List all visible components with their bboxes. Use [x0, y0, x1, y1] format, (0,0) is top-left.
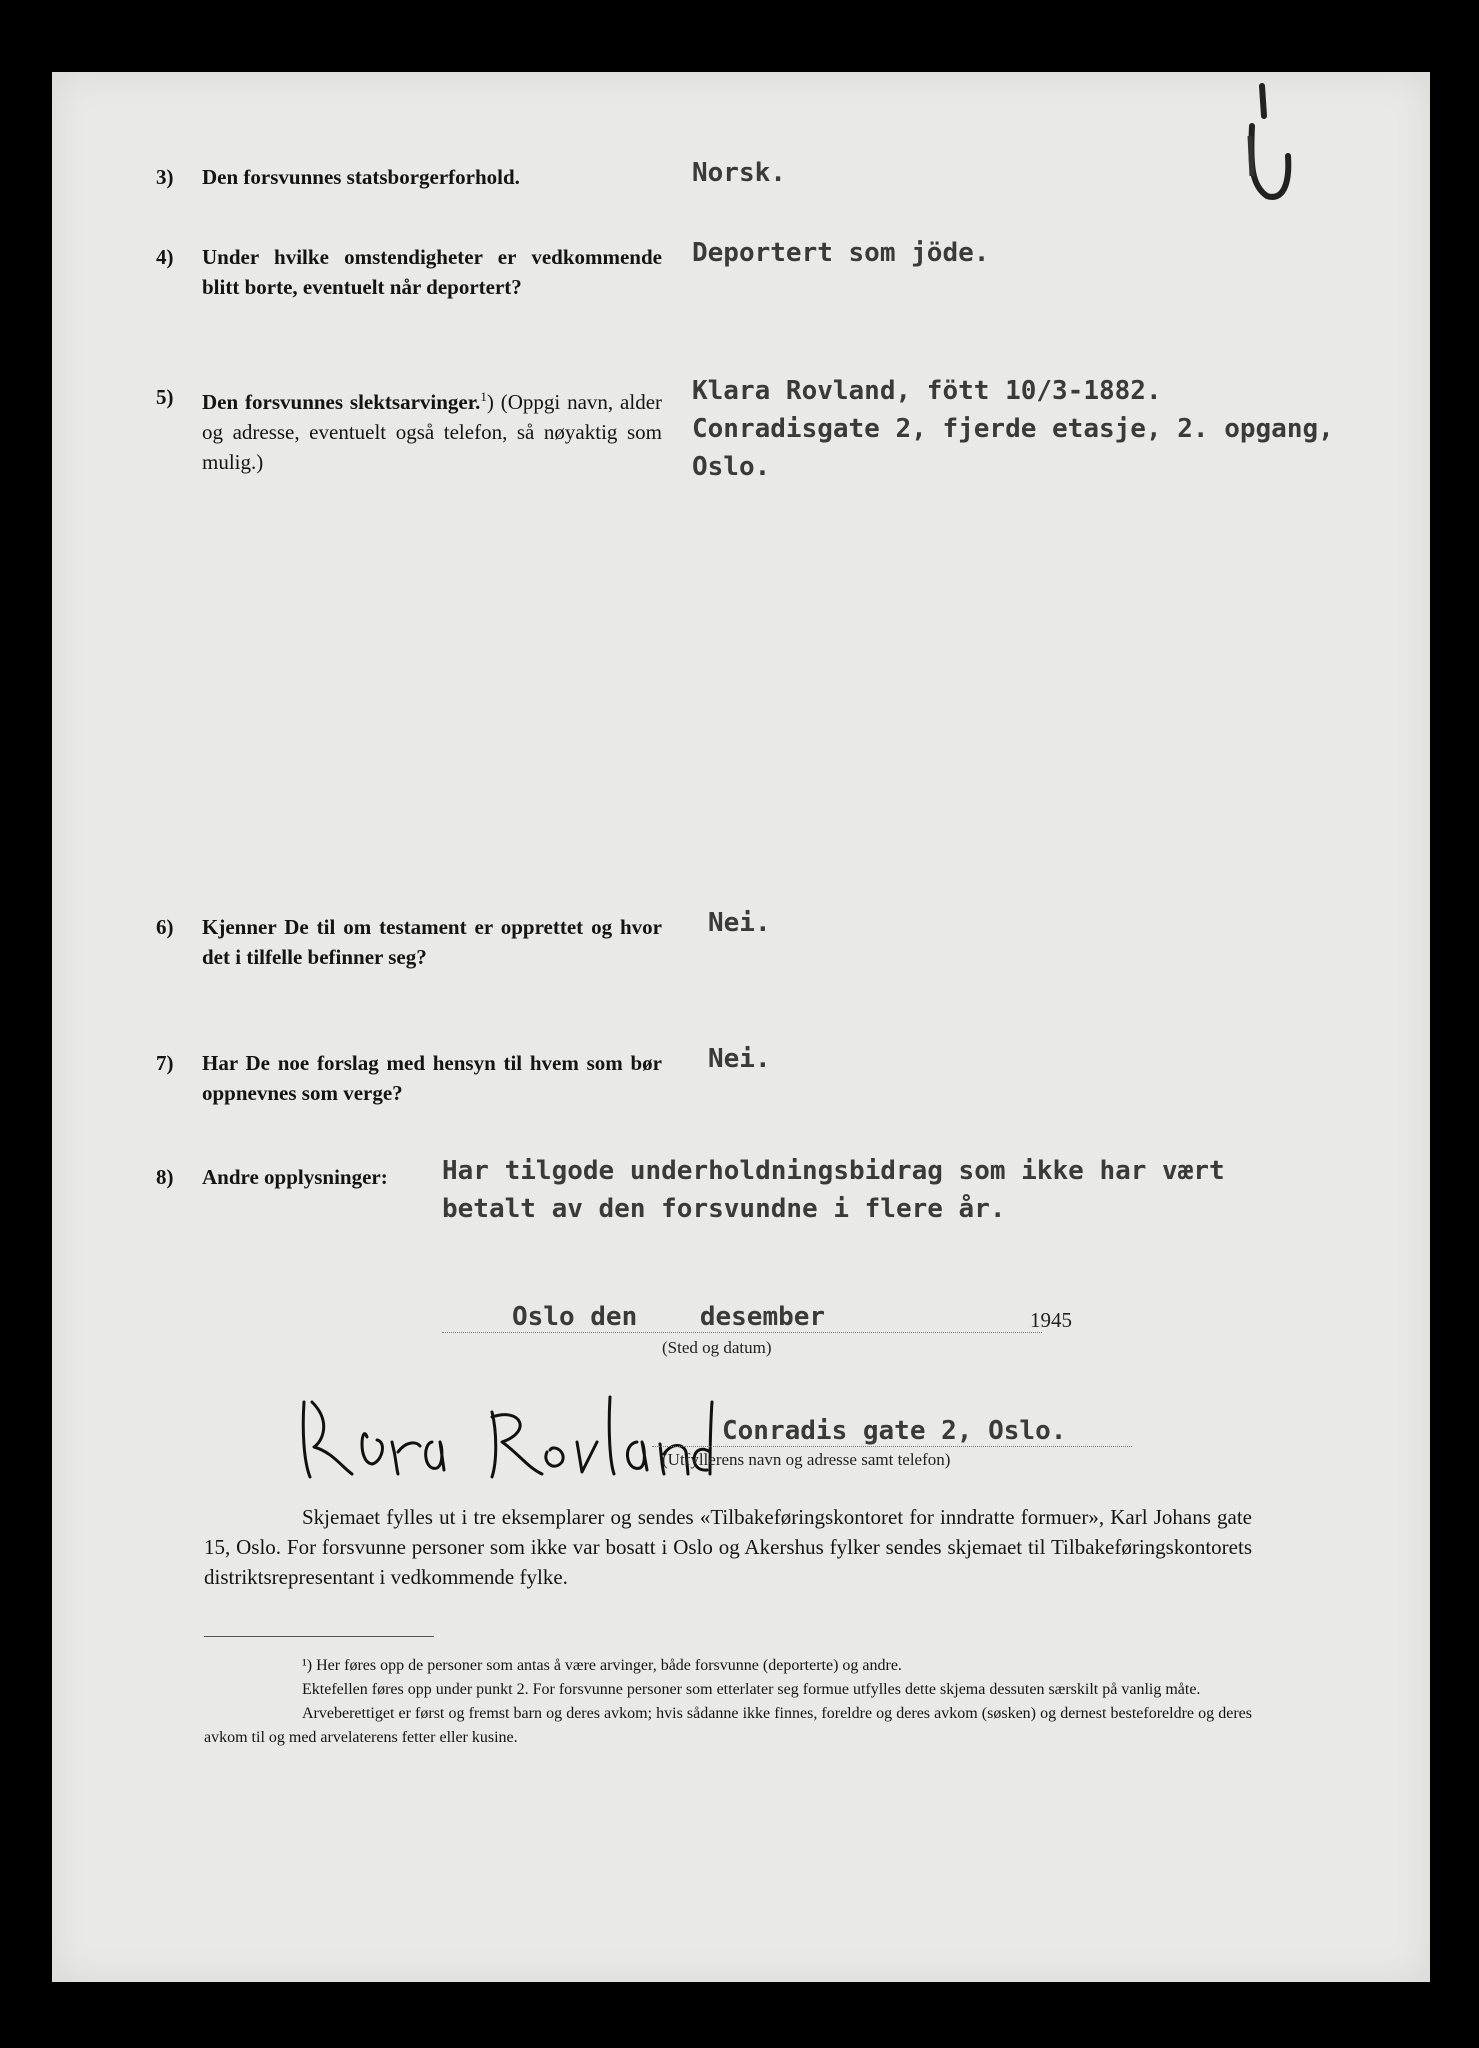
form-page [52, 72, 1430, 1982]
signature-line [652, 1446, 1132, 1447]
question-number: 6) [156, 915, 174, 939]
question-7 [156, 1048, 662, 1108]
question-5 [156, 382, 663, 477]
footnote-divider [204, 1636, 434, 1637]
question-number: 3) [156, 165, 174, 189]
handwritten-signature [292, 1382, 722, 1492]
answer-7: Nei. [708, 1044, 771, 1074]
signature-typed-address: Conradis gate 2, Oslo. [722, 1416, 1067, 1446]
instructions-text: Skjemaet fylles ut i tre eksemplarer og sendes «Tilbakeføringskontoret for inndratte formuer», Karl Johans gate 15, Oslo. For forsvunne personer som ikke var bosatt i Oslo og Akershus fylker sendes skjemaet til Tilbakeføringskontorets distriktsrepresentant i vedkommende fylke. [204, 1505, 1252, 1589]
question-text: Kjenner De til om testament er opprettet og hvor det i tilfelle befinner seg? [202, 915, 662, 969]
place-date-typed: Oslo den desember [512, 1302, 826, 1332]
question-text: Den forsvunnes statsborgerforhold. [202, 165, 520, 189]
question-text: Andre opplysninger: [202, 1165, 388, 1189]
question-number: 8) [156, 1165, 174, 1189]
footnote-3: Arveberettiget er først og fremst barn og deres avkom; hvis sådanne ikke finnes, foreldre og deres avkom (søsken) og dernest besteforeldre og deres avkom til og med arvelaterens fetter eller kusine. [204, 1705, 1252, 1746]
answer-4: Deportert som jöde. [692, 238, 990, 268]
place-date-year: 1945 [1030, 1308, 1072, 1332]
footnote-2: Ektefellen føres opp under punkt 2. For forsvunne personer som etterlater seg formue utfylles dette skjema dessuten særskilt på vanlig måte. [302, 1681, 1201, 1698]
question-text: Den forsvunnes slektsarvinger. [202, 390, 481, 414]
question-text: Har De noe forslag med hensyn til hvem som bør oppnevnes som verge? [202, 1051, 662, 1105]
footnotes [204, 1654, 1252, 1750]
question-text: Under hvilke omstendigheter er vedkommende blitt borte, eventuelt når deportert? [202, 245, 662, 299]
question-8 [156, 1162, 422, 1192]
question-number: 7) [156, 1051, 174, 1075]
answer-3: Norsk. [692, 158, 786, 188]
answer-5: Klara Rovland, fött 10/3-1882. Conradisgate 2, fjerde etasje, 2. opgang, Oslo. [692, 376, 1334, 482]
footnote-ref: 1 [480, 389, 487, 404]
answer-6: Nei. [708, 908, 771, 938]
question-number: 4) [156, 245, 174, 269]
answer-8: Har tilgode underholdningsbidrag som ikke har vært betalt av den forsvundne i flere år. [442, 1156, 1225, 1224]
question-4 [156, 242, 662, 302]
signature-caption: (Utfyllerens navn og adresse samt telefon) [662, 1450, 951, 1469]
question-number: 5) [156, 385, 174, 409]
question-3 [156, 162, 662, 192]
place-date-caption: (Sted og datum) [662, 1338, 772, 1357]
footnote-1: ¹) Her føres opp de personer som antas å være arvinger, både forsvunne (deporterte) og andre. [302, 1657, 902, 1674]
question-text-rest: ) (Oppgi navn, alder og adresse, eventuelt også telefon, så nøyaktig som mulig.) [202, 390, 663, 474]
question-6 [156, 912, 662, 972]
ink-mark [1222, 76, 1312, 226]
